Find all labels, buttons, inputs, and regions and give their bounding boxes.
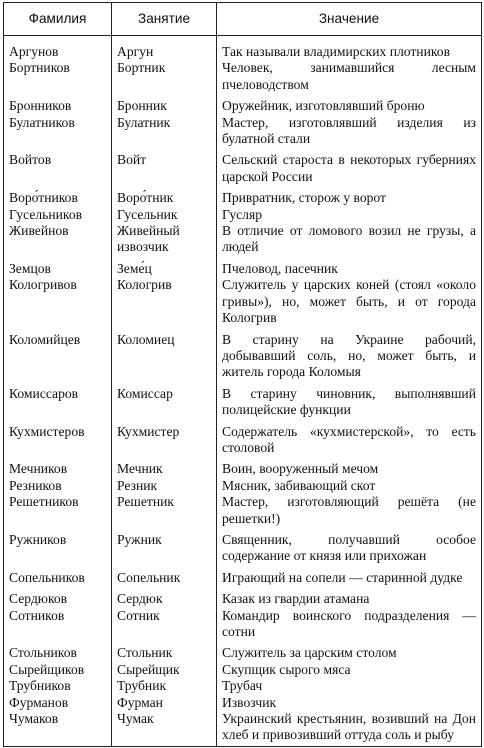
meaning-cell: Пчеловод, пасечник: [217, 256, 482, 277]
occupation-cell: Сырейщик: [112, 662, 217, 678]
meaning-cell: Привратник, сторож у ворот: [217, 185, 482, 206]
table-row: [4, 185, 482, 206]
meaning-cell: Играющий на сопели — старинной дудке: [217, 565, 482, 586]
surname-cell: Кологривов: [4, 277, 112, 326]
meaning-cell: Украинский крестьянин, возивший на Дон хлеб и привозивший оттуда соль и рыбу: [217, 711, 482, 746]
surname-cell: Гусельников: [4, 207, 112, 223]
meaning-cell: Мастер, изготовляющий решёта (не решетки!): [217, 494, 482, 527]
meaning-cell: Оружейник, изготовлявший броню: [217, 93, 482, 114]
table-row: [4, 277, 482, 326]
header-row: [4, 3, 482, 36]
table-row: [4, 456, 482, 477]
occupation-cell: Земе́ц: [112, 256, 217, 277]
table-row: [4, 695, 482, 711]
occupation-cell: Решетник: [112, 494, 217, 527]
occupation-cell: Мечник: [112, 456, 217, 477]
occupation-cell: Коломиец: [112, 327, 217, 381]
table-row: [4, 711, 482, 746]
table-row: [4, 93, 482, 114]
table-row: [4, 115, 482, 148]
table-row: [4, 36, 482, 61]
surname-cell: Воро́тников: [4, 185, 112, 206]
occupation-cell: Ружник: [112, 527, 217, 565]
surname-cell: Трубников: [4, 678, 112, 694]
table-row: [4, 565, 482, 586]
surname-cell: Комиссаров: [4, 381, 112, 419]
meaning-cell: В старину чиновник, выполнявший полицейские функции: [217, 381, 482, 419]
surname-cell: Мечников: [4, 456, 112, 477]
table-row: [4, 586, 482, 607]
table-row: [4, 678, 482, 694]
occupation-cell: Резник: [112, 478, 217, 494]
meaning-cell: Скупщик сырого мяса: [217, 662, 482, 678]
header-surname: Фамилия: [4, 3, 112, 36]
meaning-cell: Служитель за царским столом: [217, 640, 482, 661]
table-row: [4, 207, 482, 223]
table-row: [4, 527, 482, 565]
header-occupation: Занятие: [112, 3, 217, 36]
occupation-cell: Чумак: [112, 711, 217, 746]
table-row: [4, 419, 482, 457]
meaning-cell: Гусляр: [217, 207, 482, 223]
meaning-cell: Командир воинского подразделения — сотни: [217, 608, 482, 641]
table-body: [4, 36, 482, 747]
table-row: [4, 327, 482, 381]
surname-cell: Ружников: [4, 527, 112, 565]
meaning-cell: Человек, занимавшийся лесным пчеловодством: [217, 60, 482, 93]
occupation-cell: Кухмистер: [112, 419, 217, 457]
meaning-cell: Служитель у царских коней (стоял «около гривы»), но, может быть, и от города Кологрив: [217, 277, 482, 326]
surname-cell: Земцов: [4, 256, 112, 277]
surname-cell: Резников: [4, 478, 112, 494]
table-row: [4, 256, 482, 277]
occupation-cell: Фурман: [112, 695, 217, 711]
occupation-cell: Гусельник: [112, 207, 217, 223]
surnames-table: [3, 2, 482, 747]
table-row: [4, 662, 482, 678]
occupation-cell: Сопельник: [112, 565, 217, 586]
surname-cell: Булатников: [4, 115, 112, 148]
occupation-cell: Бронник: [112, 93, 217, 114]
meaning-cell: В старину на Украине рабочий, добывавший соль, но, может быть, и житель города Коломыя: [217, 327, 482, 381]
table-row: [4, 147, 482, 185]
surname-cell: Аргунов: [4, 36, 112, 61]
occupation-cell: Сотник: [112, 608, 217, 641]
meaning-cell: Трубач: [217, 678, 482, 694]
table-row: [4, 478, 482, 494]
meaning-cell: Воин, вооруженный мечом: [217, 456, 482, 477]
occupation-cell: Воро́тник: [112, 185, 217, 206]
meaning-cell: Священник, получавший особое содержание от князя или прихожан: [217, 527, 482, 565]
meaning-cell: Содержатель «кухмистерской», то есть столовой: [217, 419, 482, 457]
occupation-cell: Стольник: [112, 640, 217, 661]
surname-cell: Бортников: [4, 60, 112, 93]
occupation-cell: Булатник: [112, 115, 217, 148]
table-row: [4, 60, 482, 93]
surname-cell: Стольников: [4, 640, 112, 661]
meaning-cell: Так называли владимирских плотников: [217, 36, 482, 61]
occupation-cell: Живейный извозчик: [112, 223, 217, 256]
meaning-cell: Казак из гвардии атамана: [217, 586, 482, 607]
meaning-cell: Извозчик: [217, 695, 482, 711]
occupation-cell: Аргун: [112, 36, 217, 61]
occupation-cell: Комиссар: [112, 381, 217, 419]
surname-cell: Чумаков: [4, 711, 112, 746]
surname-cell: Живейнов: [4, 223, 112, 256]
occupation-cell: Трубник: [112, 678, 217, 694]
surname-cell: Сердюков: [4, 586, 112, 607]
surname-cell: Сырейщиков: [4, 662, 112, 678]
table-row: [4, 608, 482, 641]
table-row: [4, 223, 482, 256]
surname-cell: Фурманов: [4, 695, 112, 711]
surname-cell: Сотников: [4, 608, 112, 641]
occupation-cell: Войт: [112, 147, 217, 185]
meaning-cell: В отличие от ломового возил не грузы, а людей: [217, 223, 482, 256]
surname-cell: Бронников: [4, 93, 112, 114]
surname-cell: Коломийцев: [4, 327, 112, 381]
occupation-cell: Кологрив: [112, 277, 217, 326]
surname-cell: Войтов: [4, 147, 112, 185]
table-row: [4, 640, 482, 661]
surname-cell: Сопельников: [4, 565, 112, 586]
table-row: [4, 494, 482, 527]
meaning-cell: Мясник, забивающий скот: [217, 478, 482, 494]
header-meaning: Значение: [217, 3, 482, 36]
table-row: [4, 381, 482, 419]
table-header: [4, 3, 482, 36]
meaning-cell: Сельский староста в некоторых губерниях царской России: [217, 147, 482, 185]
surname-cell: Кухмистеров: [4, 419, 112, 457]
occupation-cell: Бортник: [112, 60, 217, 93]
meaning-cell: Мастер, изготовлявший изделия из булатной стали: [217, 115, 482, 148]
surname-cell: Решетников: [4, 494, 112, 527]
occupation-cell: Сердюк: [112, 586, 217, 607]
